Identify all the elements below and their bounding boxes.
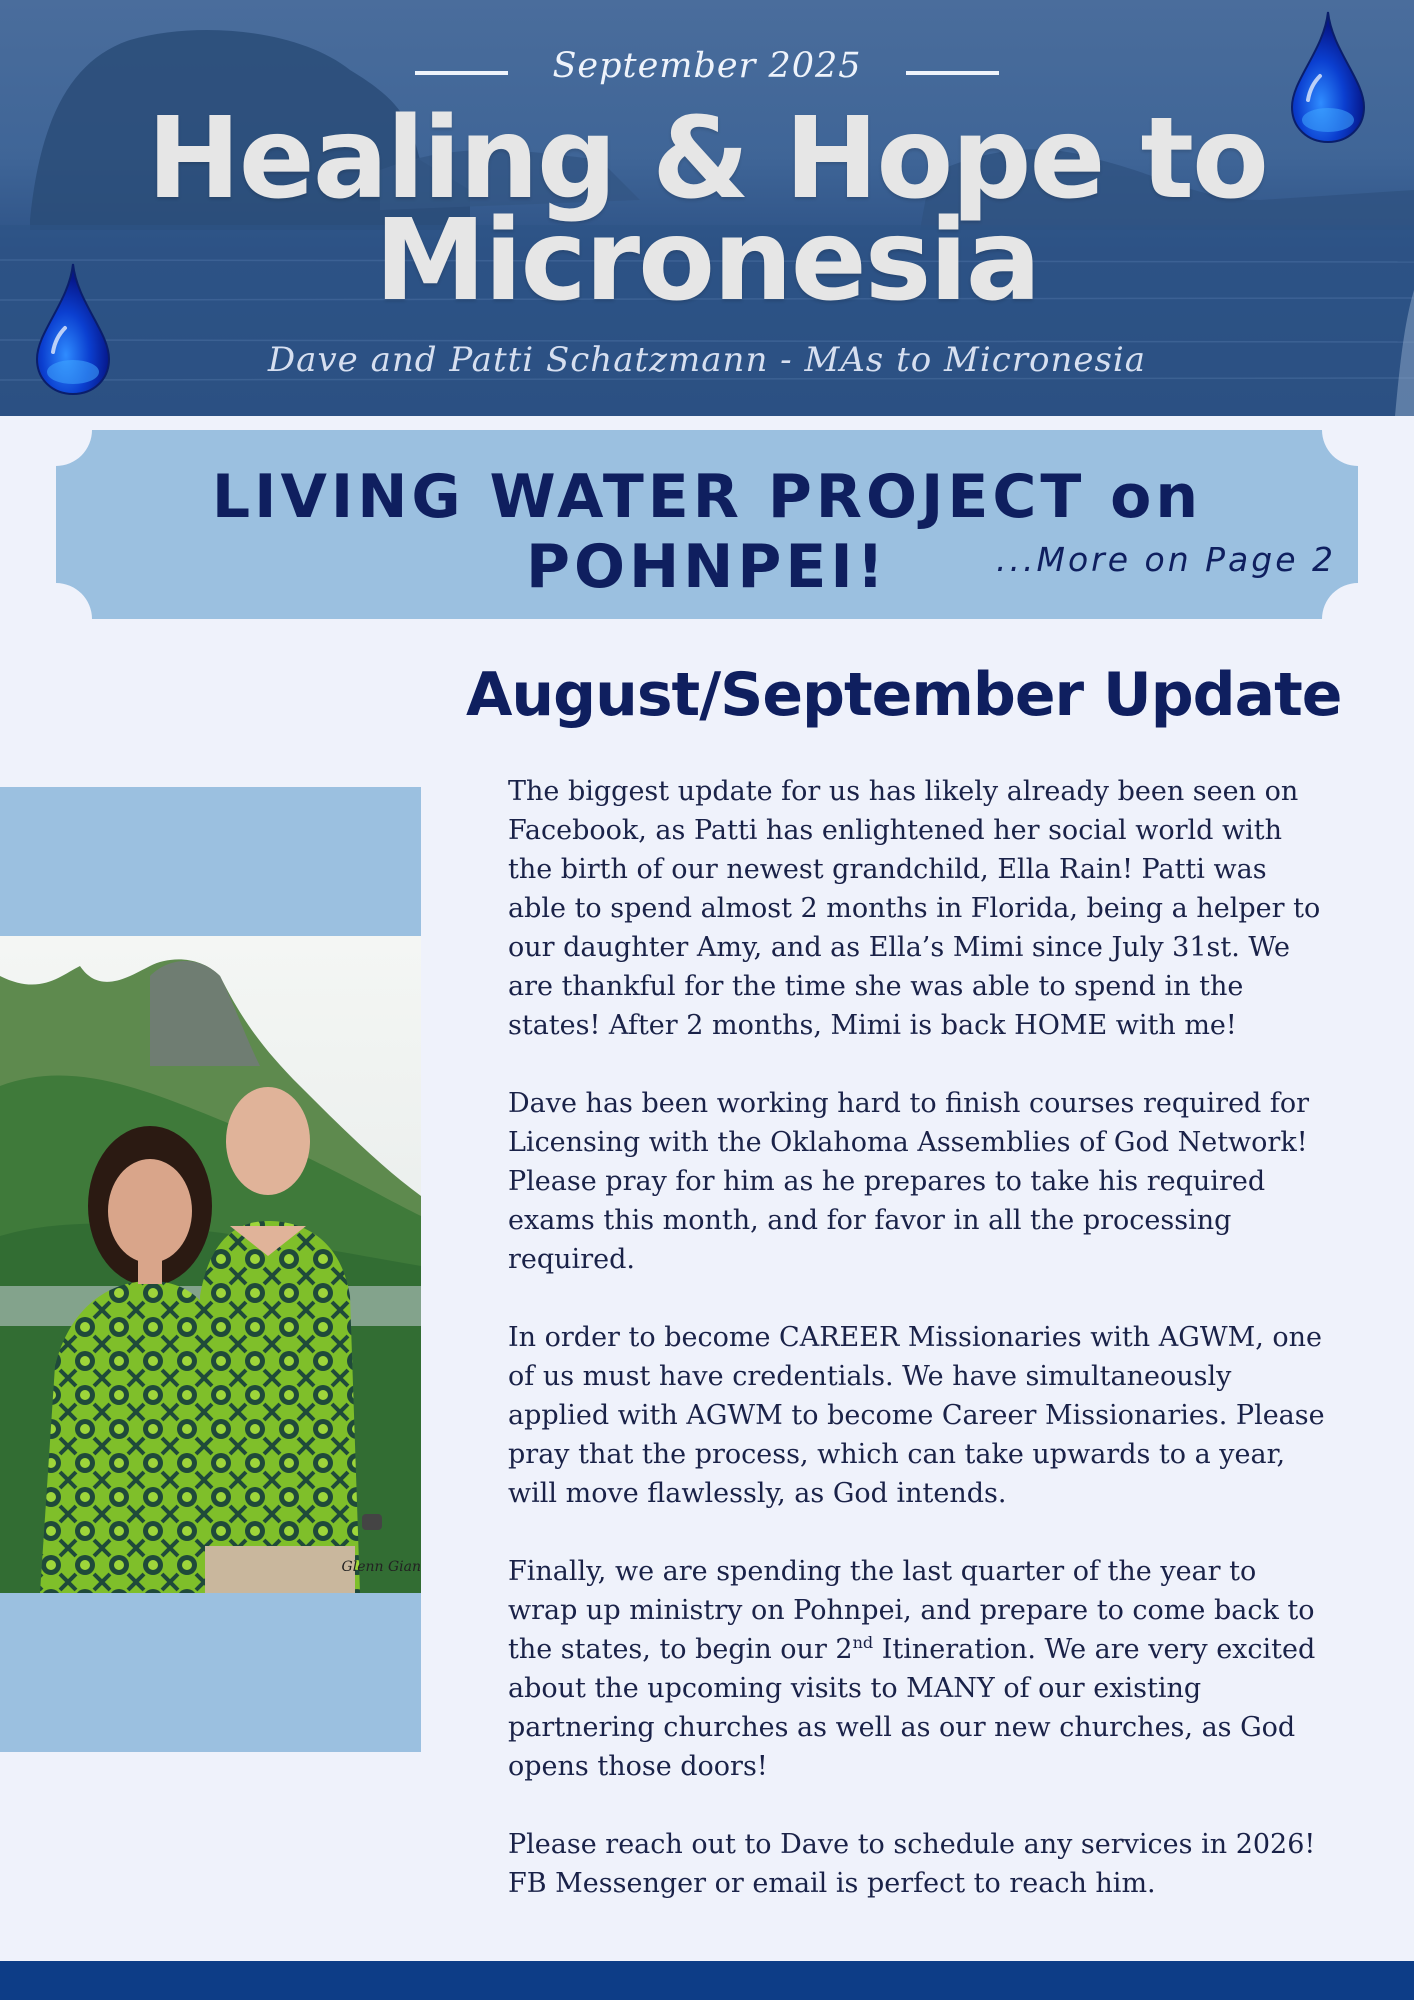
newsletter-title-line1: Healing & Hope to [147, 94, 1267, 224]
footer-bar [0, 1961, 1414, 2000]
water-drop-icon [33, 262, 113, 397]
banner-title: LIVING WATER PROJECT on POHNPEI! [211, 462, 1203, 602]
paragraph-3: In order to become CAREER Missionaries with AGWM, one of us must have credentials. We have simultaneously applied with AGWM to become Career Missionaries. Please pray that the process, which can take upwards to a year, will move flawlessly, as God intends. [508, 1322, 1325, 1509]
paragraph-4 [508, 1552, 1328, 1786]
couple-photo [0, 936, 421, 1593]
paragraph-2: Dave has been working hard to finish courses required for Licensing with the Oklahoma Assemblies of God Network! Please pray for him as he prepares to take his required exams this month, and for favor in all the processing required. [508, 1088, 1310, 1275]
photo-signature: Glenn Gian [341, 1559, 421, 1575]
paragraph-5: Please reach out to Dave to schedule any services in 2026! FB Messenger or email is perfect to reach him. [508, 1829, 1316, 1899]
newsletter-title-line2: Micronesia [374, 196, 1040, 326]
paragraph-4-part1: Finally, we are spending the last quarter of the year to wrap up ministry on Pohnpei, and prepare to come back to the states, to begin our 2 [508, 1556, 1315, 1665]
banner-more-link: ...More on Page 2 [996, 540, 1336, 579]
newsletter-title [0, 94, 1414, 326]
water-drop-icon [1288, 10, 1368, 145]
header-dash-right [906, 71, 999, 75]
section-title: August/September Update [466, 660, 1342, 730]
newsletter-date: September 2025 [552, 46, 862, 86]
newsletter-subtitle: Dave and Patti Schatzmann - MAs to Micronesia [267, 340, 1147, 380]
paragraph-4-part2: Itineration. We are very excited about the upcoming visits to MANY of our existing partnering churches as well as our new churches, as God opens those doors! [508, 1634, 1316, 1782]
paragraph-1: The biggest update for us has likely already been seen on Facebook, as Patti has enlightened her social world with the birth of our newest grandchild, Ella Rain! Patti was able to spend almost 2 months in Florida, being a helper to our daughter Amy, and as Ella’s Mimi since July 31st. We are thankful for the time she was able to spend in the states! After 2 months, Mimi is back HOME with me! [508, 776, 1321, 1041]
update-body [508, 772, 1328, 1942]
header-banner [0, 0, 1414, 416]
ordinal-suffix: nd [852, 1633, 874, 1652]
